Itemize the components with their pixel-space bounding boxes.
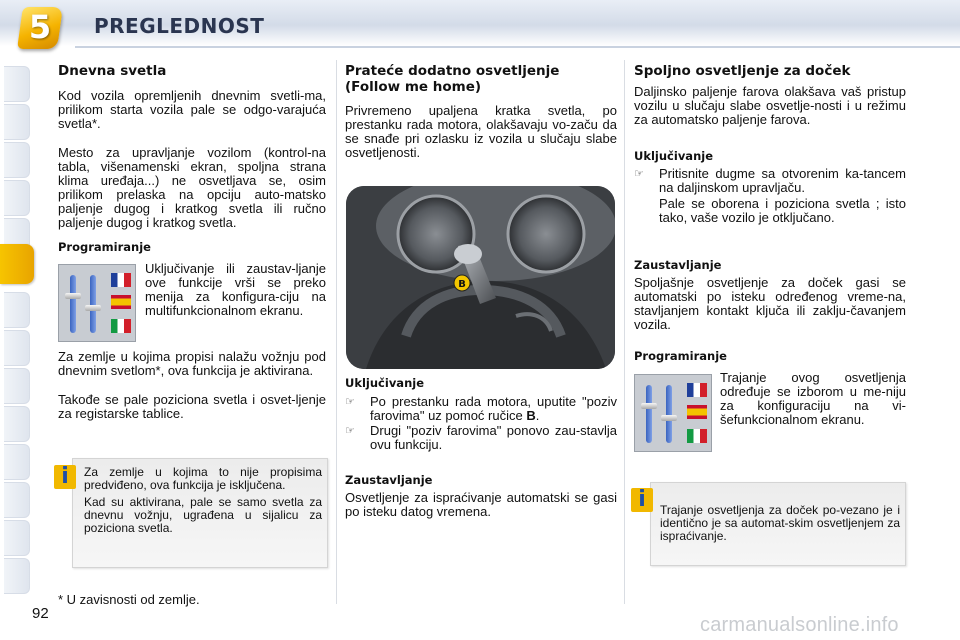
settings-sliders-icon: [634, 374, 712, 452]
info-daytime-text-2: Kad su aktivirana, pale se samo svetla za dnevnu vožnju, ugrađena u sijalicu za poziciona svetla.: [84, 495, 322, 535]
chapter-tab-active[interactable]: [0, 244, 34, 284]
stalk-label-b: B: [458, 279, 466, 290]
chapter-tab[interactable]: [4, 520, 30, 556]
dashboard-illustration: [346, 186, 615, 369]
welcome-lighting-on-item-1-cont: Pale se oborena i poziciona svetla ; isto tako, vaše vozilo je otključano.: [659, 196, 906, 225]
chapter-title: PREGLEDNOST: [94, 14, 265, 38]
dashboard-stalk-photo: [346, 186, 615, 369]
daytime-lights-regulation-text: Za zemlje u kojima propisi nalažu vožnju pod dnevnim svetlom*, ova funkcija je aktivirana.: [58, 349, 326, 378]
page-number: 92: [32, 605, 49, 622]
settings-sliders-icon: [58, 264, 136, 342]
chapter-tab[interactable]: [4, 368, 30, 404]
chapter-tab[interactable]: [4, 104, 30, 140]
chapter-tab[interactable]: [4, 558, 30, 594]
hand-pointer-icon: ☞: [634, 167, 644, 180]
follow-me-home-on-item-2: ☞ Drugi "poziv farovima" ponovo zau-stavlja ovu funkciju.: [345, 423, 617, 452]
welcome-programming-text: Trajanje ovog osvetljenja određuje se izborom u me-niju za konfiguraciju na vi-šefunkcionalnom ekranu.: [720, 370, 906, 427]
footnote: * U zavisnosti od zemlje.: [58, 592, 200, 607]
welcome-lighting-on-item-1: ☞ Pritisnite dugme sa otvorenim ka-tancem na daljinskom upravljaču.: [634, 166, 906, 195]
chapter-tab[interactable]: [4, 292, 30, 328]
welcome-lighting-off-text: Spoljašnje osvetljenje za doček gasi se automatski po isteku određenog vreme-na, stavljanjem kontakt ključa ili zaklju-čavanjem vozila.: [634, 275, 906, 332]
welcome-lighting-heading: Spoljno osvetljenje za doček: [634, 63, 851, 79]
watermark: carmanualsonline.info: [700, 614, 899, 636]
hand-pointer-icon: ☞: [345, 395, 355, 408]
follow-me-home-off-text: Osvetljenje za ispraćivanje automatski se gasi po isteku datog vremena.: [345, 490, 617, 519]
chapter-tab[interactable]: [4, 406, 30, 442]
chapter-tab[interactable]: [4, 142, 30, 178]
column-separator: [336, 60, 337, 604]
chapter-tab[interactable]: [4, 482, 30, 518]
chapter-number: 5: [28, 8, 52, 46]
welcome-lighting-intro: Daljinsko paljenje farova olakšava vaš pristup vozilu u slučaju slabe osvetlje-nosti i u režimu za automatsko paljenje farova.: [634, 84, 906, 127]
welcome-programming-heading: Programiranje: [634, 349, 727, 363]
chapter-tab[interactable]: [4, 66, 30, 102]
daytime-lights-dashboard-text: Mesto za upravljanje vozilom (kontrol-na tabla, višenamenski ekran, spoljna strana klima uređaja...) ne osvetljava se, osim prilikom prelaska na opciju auto-matsko paljenje dugog i kratkog svetla ili ručno paljenje dugog i kratkog svetla.: [58, 145, 326, 230]
follow-me-home-off-heading: Zaustavljanje: [345, 473, 433, 487]
follow-me-home-on-item-1: ☞ Po prestanku rada motora, uputite "poziv farovima" uz pomoć ručice B.: [345, 394, 617, 423]
follow-me-home-heading-line1: Prateće dodatno osvetljenje: [345, 63, 560, 79]
info-icon: i: [54, 465, 76, 489]
follow-me-home-heading-line2: (Follow me home): [345, 79, 482, 95]
chapter-tab[interactable]: [4, 330, 30, 366]
programming-heading: Programiranje: [58, 240, 151, 254]
daytime-lights-intro: Kod vozila opremljenih dnevnim svetli-ma, prilikom starta vozila pale se odgo-varajuća svetla*.: [58, 88, 326, 131]
daytime-lights-sidelights-text: Takođe se pale poziciona svetla i osvet-ljenje za registarske tablice.: [58, 392, 326, 421]
daytime-lights-heading: Dnevna svetla: [58, 63, 167, 79]
info-icon: i: [631, 488, 653, 512]
hand-pointer-icon: ☞: [345, 424, 355, 437]
follow-me-home-on-heading: Uključivanje: [345, 376, 425, 390]
chapter-tab[interactable]: [4, 180, 30, 216]
follow-me-home-intro: Privremeno upaljena kratka svetla, po prestanku rada motora, olakšavaju vo-začu da se snađe pri ozlasku iz vozila u slučaju slabe osvetljenosti.: [345, 103, 617, 160]
welcome-lighting-on-heading: Uključivanje: [634, 149, 714, 163]
chapter-tab[interactable]: [4, 444, 30, 480]
header-divider: [75, 46, 960, 48]
info-daytime-text-1: Za zemlje u kojima to nije propisima predviđeno, ova funkcija je isključena.: [84, 465, 322, 492]
welcome-lighting-off-heading: Zaustavljanje: [634, 258, 722, 272]
programming-text: Uključivanje ili zaustav-ljanje ove funkcije vrši se preko menija za konfigura-ciju na multifunkcionalnom ekranu.: [145, 261, 326, 318]
info-welcome-text: Trajanje osvetljenja za doček po-vezano je i identično je sa automat-skim osvetljenjem za ispraćivanje.: [660, 503, 900, 543]
column-separator: [624, 60, 625, 604]
